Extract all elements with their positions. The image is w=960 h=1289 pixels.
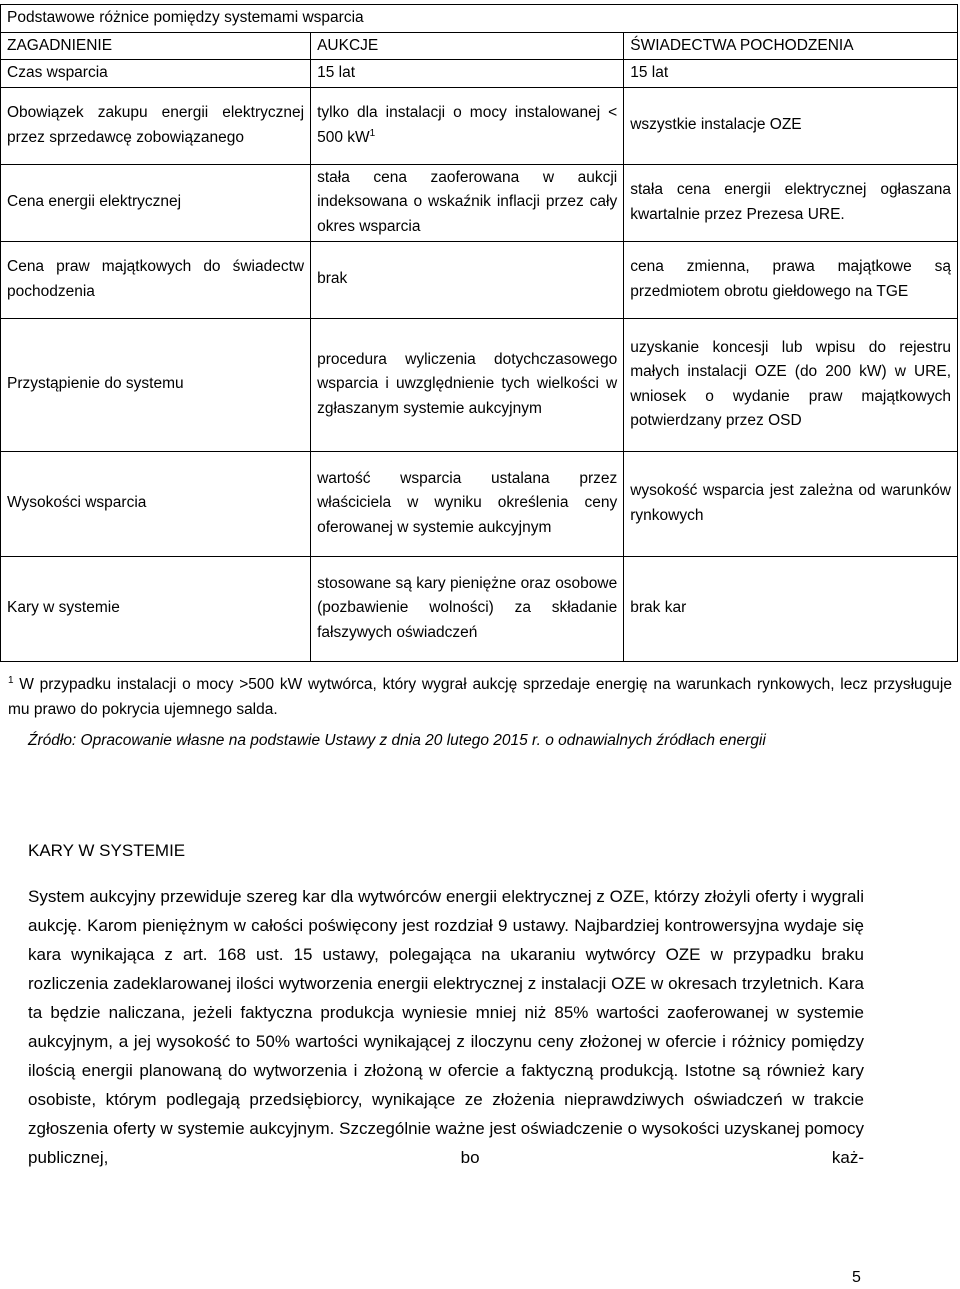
row-auctions: stosowane są kary pieniężne oraz osobowe (pozbawienie wolności) za składanie fałszywych oświadczeń [311, 556, 624, 661]
body-paragraph: System aukcyjny przewiduje szereg kar dla wytwórców energii elektrycznej z OZE, którzy złożyli oferty i wygrali aukcję. Karom pieniężnym w całości poświęcony jest rozdział 9 ustawy. Najbardziej kontrowersyjna wydaje się kara wynikająca z art. 168 ust. 15 ustawy, polegająca na ukaraniu wytwórcy OZE w przypadku braku rozliczenia zadeklarowanej ilości wytworzenia energii elektrycznej z instalacji OZE w okresach trzyletnich. Kara ta będzie naliczana, jeżeli faktyczna produkcja wyniesie mniej niż 85% wartości zaoferowanej w systemie aukcyjnym, a jej wysokość to 50% wartości wynikającej z iloczynu ceny złożonej w ofercie i różnicy pomiędzy ilością energii planowaną do wytworzenia i złożoną w ofercie a faktyczną produkcją. Istotne są również kary osobiste, którym podlegają przedsiębiorcy, wynikające ze złożenia nieprawdziwych oświadczeń w trakcie zgłoszenia oferty w systemie aukcyjnym. Szczególnie ważne jest oświadczenie o wysokości uzyskanej pomocy publicznej, bo każ- [28, 887, 864, 1167]
row-topic: Cena praw majątkowych do świadectw pochodzenia [1, 241, 311, 318]
row-auctions: 15 lat [311, 60, 624, 88]
header-auctions: AUKCJE [311, 32, 624, 60]
row-topic: Przystąpienie do systemu [1, 318, 311, 451]
row-topic: Czas wsparcia [1, 60, 311, 88]
comparison-table [0, 4, 958, 662]
row-auctions-text: tylko dla instalacji o mocy instalowanej < 500 kW [317, 104, 618, 146]
row-certificates: 15 lat [624, 60, 958, 88]
row-auctions: stała cena zaoferowana w aukcji indeksowana o wskaźnik inflacji przez cały okres wsparcia [311, 164, 624, 241]
table-row [1, 451, 958, 556]
row-topic: Kary w systemie [1, 556, 311, 661]
row-certificates: stała cena energii elektrycznej ogłaszana kwartalnie przez Prezesa URE. [624, 164, 958, 241]
table-caption-row [1, 5, 958, 33]
footnote-marker: 1 [8, 674, 14, 686]
row-auctions [311, 87, 624, 164]
row-topic: Obowiązek zakupu energii elektrycznej przez sprzedawcę zobowiązanego [1, 87, 311, 164]
section-heading: KARY W SYSTEMIE [28, 841, 186, 860]
row-certificates: uzyskanie koncesji lub wpisu do rejestru małych instalacji OZE (do 200 kW) w URE, wniosek o wydanie praw majątkowych potwierdzany przez OSD [624, 318, 958, 451]
page-number: 5 [852, 1269, 861, 1286]
header-certificates: ŚWIADECTWA POCHODZENIA [624, 32, 958, 60]
row-topic: Wysokości wsparcia [1, 451, 311, 556]
table-row [1, 87, 958, 164]
row-certificates: wszystkie instalacje OZE [624, 87, 958, 164]
footnote-ref: 1 [369, 127, 376, 139]
table-row [1, 60, 958, 88]
table-header-row [1, 32, 958, 60]
table-row [1, 164, 958, 241]
footnote [8, 672, 952, 722]
row-auctions: wartość wsparcia ustalana przez właściciela w wyniku określenia ceny oferowanej w systemie aukcyjnym [311, 451, 624, 556]
table-row [1, 556, 958, 661]
source-note: Źródło: Opracowanie własne na podstawie Ustawy z dnia 20 lutego 2015 r. o odnawialnych źródłach energii [28, 732, 766, 749]
row-certificates: wysokość wsparcia jest zależna od warunków rynkowych [624, 451, 958, 556]
table-caption: Podstawowe różnice pomiędzy systemami wsparcia [1, 5, 958, 33]
header-topic: ZAGADNIENIE [1, 32, 311, 60]
row-certificates: cena zmienna, prawa majątkowe są przedmiotem obrotu giełdowego na TGE [624, 241, 958, 318]
table-row [1, 318, 958, 451]
row-certificates: brak kar [624, 556, 958, 661]
row-auctions: procedura wyliczenia dotychczasowego wsparcia i uwzględnienie tych wielkości w zgłaszanym systemie aukcyjnym [311, 318, 624, 451]
row-topic: Cena energii elektrycznej [1, 164, 311, 241]
footnote-text: W przypadku instalacji o mocy >500 kW wytwórca, który wygrał aukcję sprzedaje energię na warunkach rynkowych, lecz przysługuje mu prawo do pokrycia ujemnego salda. [8, 676, 952, 718]
table-row [1, 241, 958, 318]
row-auctions: brak [311, 241, 624, 318]
